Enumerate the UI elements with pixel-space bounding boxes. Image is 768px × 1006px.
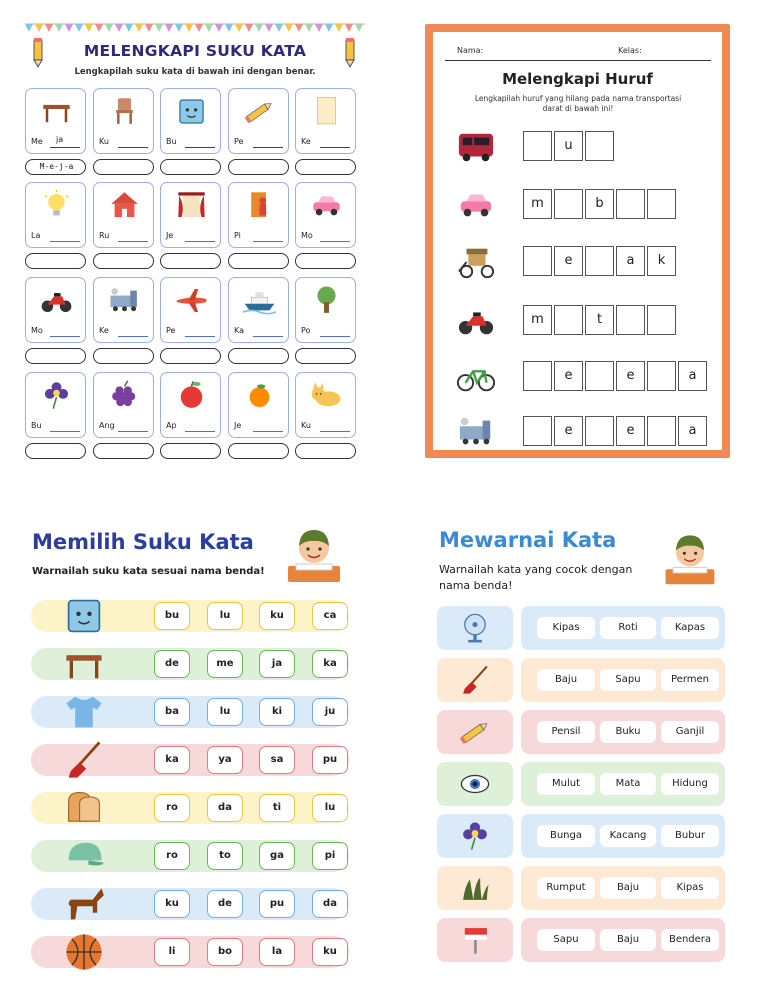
car-icon	[447, 186, 505, 224]
syllable-option[interactable]: da	[312, 890, 348, 918]
word-option[interactable]: Rumput	[537, 877, 595, 899]
worksheet-melengkapi-huruf	[425, 24, 730, 458]
letter-box[interactable]	[585, 189, 614, 219]
given-letter: m	[531, 312, 544, 327]
answer-line[interactable]	[253, 241, 283, 242]
syllable-option[interactable]: ja	[259, 650, 295, 678]
book-icon	[59, 594, 109, 638]
letter-box[interactable]	[585, 246, 614, 276]
picture-cell	[437, 762, 513, 806]
word-option[interactable]: Baju	[600, 877, 656, 899]
syllable-option[interactable]: ca	[312, 602, 348, 630]
syllable-prompt: Me	[31, 137, 43, 146]
syllable-option[interactable]: ya	[207, 746, 243, 774]
syllable-row	[31, 888, 349, 920]
syllable-prompt: Pe	[166, 326, 176, 335]
answer-line[interactable]	[118, 431, 148, 432]
letter-box[interactable]	[554, 131, 583, 161]
header-divider	[445, 60, 711, 61]
letter-box[interactable]	[523, 305, 552, 335]
syllable-option[interactable]: da	[207, 794, 243, 822]
syllable-option[interactable]: pu	[312, 746, 348, 774]
letter-box[interactable]	[585, 361, 614, 391]
spelling-answer-box[interactable]	[93, 348, 154, 364]
picture-card	[295, 372, 356, 438]
letter-box[interactable]	[523, 131, 552, 161]
word-option[interactable]: Baju	[600, 929, 656, 951]
syllable-option[interactable]: ba	[154, 698, 190, 726]
door-icon	[243, 189, 276, 222]
grass-icon	[457, 871, 493, 905]
name-label: Nama:	[457, 46, 484, 55]
picture-card	[295, 182, 356, 248]
page-title: MELENGKAPI SUKU KATA	[83, 42, 307, 60]
apple-icon	[175, 379, 208, 412]
spelling-answer-box[interactable]	[25, 159, 86, 175]
syllable-option[interactable]: de	[207, 890, 243, 918]
syllable-prompt: Ku	[301, 421, 311, 430]
boy-writing-icon	[286, 520, 342, 586]
word-option[interactable]: Kacang	[600, 825, 656, 847]
page-title: Mewarnai Kata	[439, 528, 617, 552]
flower-icon	[40, 379, 73, 412]
answer-line[interactable]	[320, 431, 350, 432]
answer-line[interactable]	[185, 241, 215, 242]
syllable-prompt: Bu	[166, 137, 177, 146]
syllable-option[interactable]: ka	[312, 650, 348, 678]
syllable-option[interactable]: ka	[154, 746, 190, 774]
picture-card	[93, 277, 154, 343]
paper-icon	[310, 95, 343, 128]
shirt-icon	[59, 690, 109, 734]
word-choices	[521, 658, 725, 702]
given-letter: e	[564, 423, 573, 438]
syllable-option[interactable]: lu	[207, 602, 243, 630]
syllable-option[interactable]: to	[207, 842, 243, 870]
syllable-option[interactable]: ju	[312, 698, 348, 726]
syllable-prompt: Ku	[99, 137, 109, 146]
syllable-option[interactable]: ki	[259, 698, 295, 726]
picture-card	[228, 88, 289, 154]
fan-icon	[457, 611, 493, 645]
letter-box[interactable]	[585, 416, 614, 446]
letter-box[interactable]	[523, 416, 552, 446]
airplane-icon	[175, 284, 208, 317]
picture-cell	[437, 710, 513, 754]
orange-icon	[243, 379, 276, 412]
horse-icon	[59, 882, 109, 926]
answer-line[interactable]	[185, 147, 215, 148]
house-icon	[108, 189, 141, 222]
syllable-prompt: Ru	[99, 231, 110, 240]
word-option[interactable]: Sapu	[600, 669, 656, 691]
answer-line[interactable]	[253, 336, 283, 337]
word-option[interactable]: Mata	[600, 773, 656, 795]
syllable-prompt: Ap	[166, 421, 177, 430]
given-letter: u	[564, 138, 573, 153]
given-letter: m	[531, 196, 544, 211]
train-icon	[108, 284, 141, 317]
picture-card	[93, 88, 154, 154]
tree-icon	[310, 284, 343, 317]
letter-box[interactable]	[554, 416, 583, 446]
picture-card	[25, 277, 86, 343]
letter-box[interactable]	[523, 361, 552, 391]
answer-line[interactable]	[253, 147, 283, 148]
letter-box[interactable]	[647, 246, 676, 276]
picture-cell	[437, 658, 513, 702]
spelling-answer-box[interactable]	[228, 253, 289, 269]
answer-line[interactable]	[185, 431, 215, 432]
motorcycle-icon	[40, 284, 73, 317]
picture-card	[93, 372, 154, 438]
worksheet-memilih-suku-kata	[28, 520, 353, 980]
spelling-answer-box[interactable]	[295, 253, 356, 269]
word-option[interactable]: Bunga	[537, 825, 595, 847]
bus-icon	[447, 128, 505, 166]
picture-card	[228, 277, 289, 343]
letter-box[interactable]	[647, 416, 676, 446]
letter-box[interactable]	[647, 305, 676, 335]
grapes-icon	[108, 379, 141, 412]
word-option[interactable]: Permen	[661, 669, 719, 691]
becak-icon	[447, 243, 505, 281]
spelling-answer-box[interactable]	[228, 159, 289, 175]
picture-cell	[437, 606, 513, 650]
syllable-prompt: Pe	[234, 137, 244, 146]
word-choices	[521, 814, 725, 858]
syllable-option[interactable]: pu	[259, 890, 295, 918]
boy-writing-icon	[663, 526, 717, 588]
worksheet-melengkapi-suku-kata	[25, 22, 365, 467]
word-option[interactable]: Buku	[600, 721, 656, 743]
ship-icon	[243, 284, 276, 317]
syllable-option[interactable]: pi	[312, 842, 348, 870]
book-icon	[175, 95, 208, 128]
letter-box[interactable]	[616, 416, 645, 446]
word-option[interactable]: Kipas	[661, 877, 719, 899]
page-subtitle: Warnailah kata yang cocok dengan nama benda!	[439, 563, 633, 592]
letter-box[interactable]	[554, 361, 583, 391]
syllable-option[interactable]: ro	[154, 842, 190, 870]
syllable-row	[31, 792, 349, 824]
page-subtitle: Lengkapilah huruf yang hilang pada nama transportasi darat di bawah ini!	[474, 94, 682, 113]
window-icon	[175, 189, 208, 222]
word-row	[433, 305, 722, 337]
spelling-answer-box[interactable]	[295, 348, 356, 364]
syllable-prompt: La	[31, 231, 41, 240]
given-letter: e	[564, 368, 573, 383]
answer-line[interactable]	[50, 147, 80, 148]
syllable-option[interactable]: lu	[312, 794, 348, 822]
syllable-row	[31, 600, 349, 632]
worksheet-sheet	[433, 32, 722, 450]
ball-icon	[59, 930, 109, 974]
syllable-option[interactable]: ga	[259, 842, 295, 870]
bicycle-icon	[447, 358, 505, 396]
spelling-answer-box[interactable]	[160, 443, 221, 459]
spelling-answer-box[interactable]	[93, 443, 154, 459]
page-title: Memilih Suku Kata	[32, 530, 254, 554]
syllable-prompt: Ke	[99, 326, 109, 335]
spelling-answer-box[interactable]	[25, 348, 86, 364]
answer-line[interactable]	[50, 241, 80, 242]
picture-card	[25, 372, 86, 438]
picture-card	[228, 372, 289, 438]
syllable-option[interactable]: ku	[154, 890, 190, 918]
example-spelling: M-e-j-a	[39, 162, 74, 171]
syllable-prompt: Je	[234, 421, 242, 430]
broom-icon	[457, 663, 493, 697]
letter-box[interactable]	[616, 305, 645, 335]
word-option[interactable]: Roti	[600, 617, 656, 639]
answer-line[interactable]	[118, 336, 148, 337]
syllable-option[interactable]: ku	[259, 602, 295, 630]
spelling-answer-box[interactable]	[160, 348, 221, 364]
letter-box[interactable]	[523, 246, 552, 276]
spelling-answer-box[interactable]	[295, 443, 356, 459]
word-choices	[521, 710, 725, 754]
syllable-prompt: Pi	[234, 231, 241, 240]
spelling-answer-box[interactable]	[93, 253, 154, 269]
page-subtitle: Lengkapilah suku kata di bawah ini dengan benar.	[74, 67, 316, 77]
syllable-prompt: Po	[301, 326, 311, 335]
letter-box[interactable]	[554, 246, 583, 276]
word-option[interactable]: Bubur	[661, 825, 719, 847]
answer-line[interactable]	[253, 431, 283, 432]
page-title: Melengkapi Huruf	[502, 70, 653, 88]
syllable-row	[31, 840, 349, 872]
word-choices	[521, 918, 725, 962]
picture-cell	[437, 814, 513, 858]
syllable-row	[31, 936, 349, 968]
letter-box[interactable]	[616, 189, 645, 219]
word-choices	[521, 866, 725, 910]
table-icon	[40, 95, 73, 128]
given-letter: a	[688, 368, 697, 383]
syllable-row	[31, 696, 349, 728]
word-choices	[521, 762, 725, 806]
syllable-prompt: Mo	[301, 231, 313, 240]
given-letter: b	[595, 196, 604, 211]
word-row	[433, 189, 722, 221]
picture-card	[25, 88, 86, 154]
word-choices	[521, 606, 725, 650]
motorcycle-icon	[447, 302, 505, 340]
given-letter: k	[657, 253, 666, 268]
picture-card	[295, 88, 356, 154]
syllable-option[interactable]: sa	[259, 746, 295, 774]
spelling-answer-box[interactable]	[25, 443, 86, 459]
syllable-option[interactable]: bo	[207, 938, 243, 966]
syllable-option[interactable]: ro	[154, 794, 190, 822]
answer-line[interactable]	[320, 241, 350, 242]
train-icon	[447, 413, 505, 451]
picture-card	[93, 182, 154, 248]
word-row	[433, 246, 722, 278]
given-letter: e	[626, 368, 635, 383]
word-option[interactable]: Mulut	[537, 773, 595, 795]
word-row	[433, 361, 722, 393]
word-option[interactable]: Ganjil	[661, 721, 719, 743]
answer-line[interactable]	[185, 336, 215, 337]
answer-line[interactable]	[118, 147, 148, 148]
given-letter: a	[688, 423, 697, 438]
picture-card	[160, 277, 221, 343]
picture-card	[25, 182, 86, 248]
bread-icon	[59, 786, 109, 830]
spelling-answer-box[interactable]	[25, 253, 86, 269]
syllable-prompt: Ang	[99, 421, 115, 430]
word-option[interactable]: Kapas	[661, 617, 719, 639]
syllable-option[interactable]: me	[207, 650, 243, 678]
given-letter: e	[626, 423, 635, 438]
letter-box[interactable]	[647, 361, 676, 391]
syllable-prompt: Ke	[301, 137, 311, 146]
letter-box[interactable]	[647, 189, 676, 219]
word-option[interactable]: Pensil	[537, 721, 595, 743]
spelling-answer-box[interactable]	[160, 253, 221, 269]
letter-box[interactable]	[616, 361, 645, 391]
word-row	[433, 131, 722, 163]
syllable-option[interactable]: li	[154, 938, 190, 966]
letter-box[interactable]	[678, 361, 707, 391]
broom-icon	[59, 738, 109, 782]
syllable-row	[31, 744, 349, 776]
answer-line[interactable]	[50, 336, 80, 337]
syllable-option[interactable]: ku	[312, 938, 348, 966]
flower-icon	[457, 819, 493, 853]
lamp-icon	[40, 189, 73, 222]
answer-line[interactable]	[320, 147, 350, 148]
pencil-icon	[243, 95, 276, 128]
letter-box[interactable]	[585, 131, 614, 161]
filled-syllable: ja	[56, 135, 64, 144]
picture-card	[295, 277, 356, 343]
class-label: Kelas:	[618, 46, 642, 55]
letter-box[interactable]	[585, 305, 614, 335]
cap-icon	[59, 834, 109, 878]
cat-icon	[310, 379, 343, 412]
syllable-row	[31, 648, 349, 680]
word-option[interactable]: Kipas	[537, 617, 595, 639]
picture-cell	[437, 866, 513, 910]
letter-box[interactable]	[678, 416, 707, 446]
page-subtitle: Warnailah suku kata sesuai nama benda!	[32, 566, 265, 577]
letter-box[interactable]	[554, 305, 583, 335]
table-icon	[59, 642, 109, 686]
spelling-answer-box[interactable]	[228, 443, 289, 459]
syllable-prompt: Mo	[31, 326, 43, 335]
given-letter: a	[626, 253, 635, 268]
spelling-answer-box[interactable]	[295, 159, 356, 175]
letter-box[interactable]	[554, 189, 583, 219]
eye-icon	[457, 767, 493, 801]
word-option[interactable]: Hidung	[661, 773, 719, 795]
syllable-option[interactable]: de	[154, 650, 190, 678]
picture-card	[228, 182, 289, 248]
syllable-option[interactable]: bu	[154, 602, 190, 630]
word-row	[433, 416, 722, 448]
syllable-prompt: Bu	[31, 421, 42, 430]
word-option[interactable]: Baju	[537, 669, 595, 691]
given-letter: e	[564, 253, 573, 268]
bunting-decoration	[25, 22, 365, 34]
syllable-prompt: Ka	[234, 326, 245, 335]
spelling-answer-box[interactable]	[160, 159, 221, 175]
car-icon	[310, 189, 343, 222]
letter-box[interactable]	[523, 189, 552, 219]
answer-line[interactable]	[50, 431, 80, 432]
syllable-prompt: Je	[166, 231, 174, 240]
worksheet-mewarnai-kata	[435, 520, 730, 962]
chair-icon	[108, 95, 141, 128]
flag-icon	[457, 923, 493, 957]
word-option[interactable]: Sapu	[537, 929, 595, 951]
given-letter: t	[596, 312, 603, 327]
picture-cell	[437, 918, 513, 962]
word-option[interactable]: Bendera	[661, 929, 719, 951]
syllable-option[interactable]: ti	[259, 794, 295, 822]
picture-card	[160, 88, 221, 154]
picture-card	[160, 182, 221, 248]
spelling-answer-box[interactable]	[228, 348, 289, 364]
syllable-option[interactable]: la	[259, 938, 295, 966]
letter-box[interactable]	[616, 246, 645, 276]
spelling-answer-box[interactable]	[93, 159, 154, 175]
answer-line[interactable]	[320, 336, 350, 337]
answer-line[interactable]	[118, 241, 148, 242]
syllable-option[interactable]: lu	[207, 698, 243, 726]
picture-card	[160, 372, 221, 438]
pencil-icon	[457, 715, 493, 749]
